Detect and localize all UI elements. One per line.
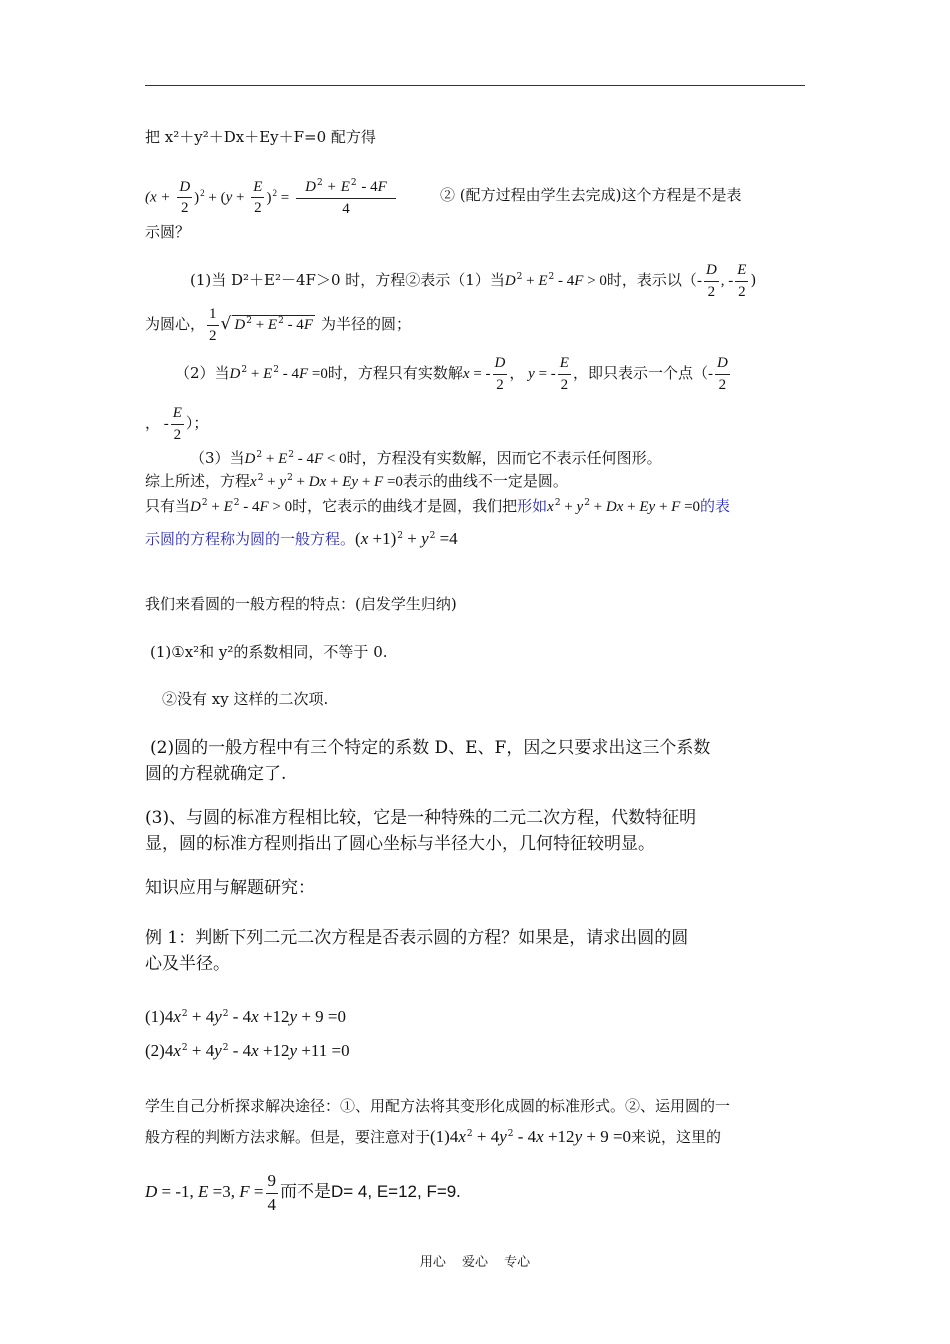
footer-item: 用心 xyxy=(419,1255,446,1270)
student-text-b1: 般方程的判断方法求解。但是，要注意对于 xyxy=(145,1128,431,1146)
case1-text-b: 时，表示以（ xyxy=(606,271,697,289)
footer-item: 专心 xyxy=(504,1255,531,1270)
case2-line: （2）当$D^2 + E^2 - 4F =0$时，方程只有实数解x = - $\frac{D}{2}$ ， y = - $\frac{E}{2}$ ，即只表示一个点（- $\frac{D}{2}$ xyxy=(175,355,728,393)
page-footer xyxy=(0,1251,950,1270)
feature-3a: (3)、与圆的标准方程相比较，它是一种特殊的二元二次方程，代数特征明 xyxy=(145,808,697,828)
header-rule xyxy=(145,85,805,86)
last-text-c: D= 4, E=12, F=9 xyxy=(331,1182,457,1202)
case1-line: (1)当 D²＋E²－4F＞0 时，方程②表示（1）当$D^2 + E^2 - 4F > 0$时，表示以（- $\frac{D}{2}$ , - $\frac{E}{2}$ ) xyxy=(190,262,757,300)
case3-text-b: 时，方程没有实数解，因而它不表示任何图形。 xyxy=(346,449,662,467)
completed-square-equation: (x + $\frac{D}{2}$ )$^2$ + (y + $\frac{E}{2}$ )$^2$ = $\frac{D^2 + E^2 - 4F}{4}$ xyxy=(145,178,398,217)
only-when-line: 只有当$D^2 + E^2 - 4F > 0$时，它表示的曲线才是圆，我们把形如$x^2 + y^2 + Dx + Ey + F =0$的表 xyxy=(145,497,731,515)
summary-text-b: 表示的曲线不一定是圆。 xyxy=(402,472,568,490)
case3-line: （3）当$D^2 + E^2 - 4F < 0$时，方程没有实数解，因而它不表示任何图形。 xyxy=(190,449,662,467)
student-text-b2: 来说，这里的 xyxy=(631,1128,722,1146)
example1-eq2: $(2)4x^2 + 4y^2 - 4x +12y +11 =0$ xyxy=(145,1041,350,1060)
last-text-b: 而不是 xyxy=(280,1182,331,1203)
feature-2a: (2)圆的一般方程中有三个特定的系数 D、E、F，因之只要求出这三个系数 xyxy=(150,738,711,758)
features-title: 我们来看圆的一般方程的特点：(启发学生归纳) xyxy=(145,595,457,613)
apply-title: 知识应用与解题研究： xyxy=(145,878,315,898)
feature-2b: 圆的方程就确定了. xyxy=(145,764,287,784)
case2-text-c: ，即只表示一个点（ xyxy=(572,364,708,382)
eq2-remark: ② (配方过程由学生去完成)这个方程是不是表 xyxy=(440,186,742,204)
feature-3b: 显，圆的标准方程则指出了圆心坐标与半径大小，几何特征较明显。 xyxy=(145,834,655,854)
case1-text-d: 为半径的圆； xyxy=(320,315,411,333)
example1-b: 心及半径。 xyxy=(145,954,230,974)
coefficients-line: D = -1, E =3, F = $\frac{9}{4}$ 而不是D= 4, E=12, F=9. xyxy=(145,1171,461,1214)
summary-line: 综上所述，方程$x^2 + y^2 + Dx + Ey + F =0$表示的曲线不一定是圆。 xyxy=(145,472,568,490)
intro-line: 把 x²＋y²＋Dx＋Ey＋F=0 配方得 xyxy=(145,128,376,146)
general-form-line: 示圆的方程称为圆的一般方程。$(x +1)^2 + y^2 =4$ xyxy=(145,529,458,548)
summary-text-a: 综上所述，方程 xyxy=(145,472,251,490)
case1-radius-line: 为圆心， $\frac{1}{2}$ √ $D^2 + E^2 - 4F$ 为半径的圆； xyxy=(145,306,411,344)
case3-text-a: （3）当 xyxy=(190,449,245,467)
case1-text-c: 为圆心， xyxy=(145,315,206,333)
footer-item: 爱心 xyxy=(461,1255,488,1270)
eq2-remark-cont: 示圆？ xyxy=(145,223,191,241)
case1-text-a: (1)当 D²＋E²－4F＞0 时，方程②表示（1）当 xyxy=(190,271,505,289)
only-text-d: 的表 xyxy=(700,497,731,515)
feature-1: (1)①x²和 y²的系数相同，不等于 0. xyxy=(150,643,388,661)
case2-point-cont: ， - $\frac{E}{2}$ ）； xyxy=(145,405,209,443)
only-text-e: 示圆的方程称为圆的一般方程。 xyxy=(145,530,356,548)
student-analysis-a: 学生自己分析探求解决途径：①、用配方法将其变形化成圆的标准形式。②、运用圆的一 xyxy=(145,1097,731,1115)
example1-eq1: $(1)4x^2 + 4y^2 - 4x +12y + 9 =0$ xyxy=(145,1007,347,1026)
student-analysis-b: 般方程的判断方法求解。但是，要注意对于$(1)4x^2 + 4y^2 - 4x +12y + 9 =0$来说，这里的 xyxy=(145,1127,722,1146)
only-text-a: 只有当 xyxy=(145,497,191,515)
only-text-c: 形如 xyxy=(517,497,548,515)
case2-text-b: 时，方程只有实数解 xyxy=(327,364,463,382)
feature-1b: ②没有 xy 这样的二次项. xyxy=(162,690,329,708)
example1-a: 例 1：判断下列二元二次方程是否表示圆的方程？如果是，请求出圆的圆 xyxy=(145,928,689,948)
only-text-b: 时，它表示的曲线才是圆，我们把 xyxy=(292,497,518,515)
case2-text-a: （2）当 xyxy=(175,364,230,382)
